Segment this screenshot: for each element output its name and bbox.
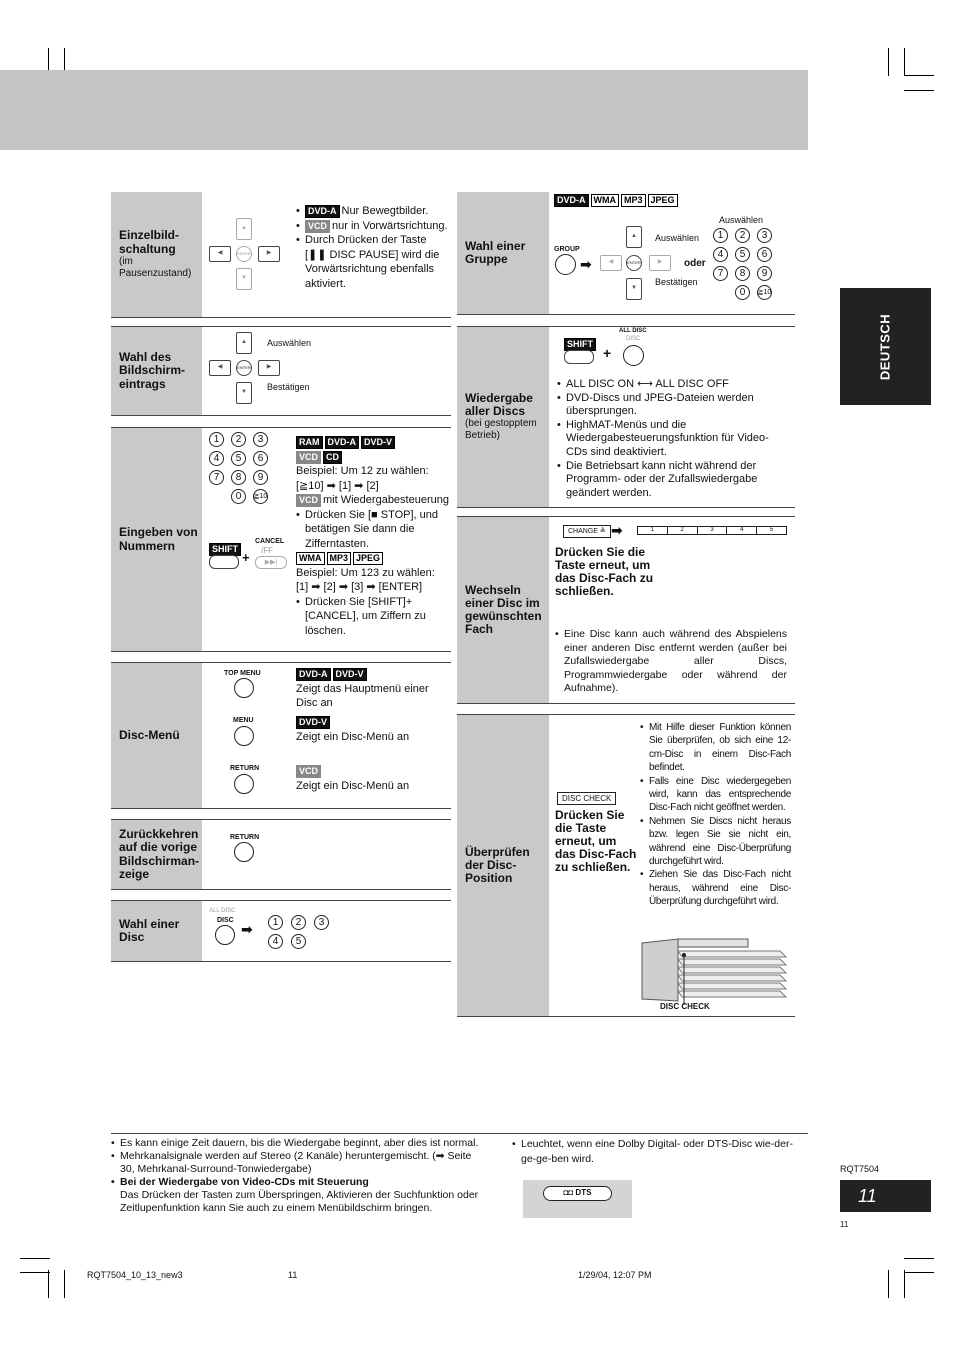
footer-date: 1/29/04, 12:07 PM	[578, 1270, 652, 1280]
crop-mark	[48, 1270, 49, 1298]
disc-tag: JPEG	[353, 552, 383, 565]
crop-mark	[904, 1270, 905, 1298]
text: • DVD-Discs und JPEG-Dateien werden übersprungen.	[557, 392, 785, 419]
text: • Ziehen Sie das Disc-Fach nicht heraus, während eine Disc-Überprüfung durchgeführt wird.	[640, 868, 791, 908]
digit-button[interactable]: ≧10	[757, 285, 772, 300]
slot: 3	[698, 527, 728, 534]
disc-tag: WMA	[591, 194, 620, 207]
section-text	[296, 204, 448, 291]
digit-button[interactable]: 0	[231, 489, 246, 504]
section-title: Wiedergabe aller Discs	[465, 390, 533, 418]
example-sequence: [1] ➡ [2] ➡ [3] ➡ [ENTER]	[296, 581, 423, 593]
crop-mark	[904, 75, 934, 76]
enter-button[interactable]: ENTER	[236, 246, 252, 262]
digit-button[interactable]: 2	[735, 228, 750, 243]
digit-button[interactable]: 4	[713, 247, 728, 262]
disc-tag: DVD-V	[361, 436, 395, 449]
return-label: RETURN	[230, 834, 260, 841]
up-button[interactable]	[236, 332, 252, 354]
crop-mark	[904, 90, 934, 91]
section-text	[557, 378, 785, 500]
document-code: RQT7504	[840, 1164, 880, 1174]
plus-sign: +	[242, 550, 250, 565]
disc-label: DISC	[626, 336, 641, 342]
digit-button[interactable]: 8	[231, 470, 246, 485]
ff-label: /FF	[261, 546, 273, 555]
text: Nur Bewegtbilder.	[341, 205, 429, 217]
digit-button[interactable]: 7	[209, 470, 224, 485]
text: • Eine Disc kann auch während des Abspielens einer anderen Disc entfernt werden (außer bei Zufallswiedergabe aller Discs, Programmwiedergabe oder während der Aufnahme).	[555, 628, 787, 696]
section-bildschirm	[111, 326, 451, 416]
instruction-text: Drücken Sie die Taste erneut, um das Disc-Fach zu schließen.	[555, 808, 637, 874]
disc-tag: DVD-V	[333, 668, 367, 681]
tag-row	[554, 193, 680, 207]
disc-tag: RAM	[296, 436, 323, 449]
section-text	[296, 667, 451, 711]
arrow-icon: ➡	[241, 921, 253, 937]
note-title: • Bei der Wiedergabe von Video-CDs mit Steuerung	[111, 1176, 479, 1189]
digit-button[interactable]: 0	[735, 285, 750, 300]
crop-mark	[904, 1272, 934, 1273]
section-text	[555, 628, 787, 696]
left-button[interactable]	[600, 255, 622, 271]
section-label	[111, 327, 202, 415]
crop-mark	[888, 48, 889, 76]
text: • Mit Hilfe dieser Funktion können Sie überprüfen, ob sich eine 12-cm-Disc in einem Disc-Fach befindet.	[640, 721, 791, 775]
all-disc-label: ALL DISC	[619, 328, 647, 334]
section-label	[111, 663, 202, 808]
section-label	[111, 192, 202, 317]
shift-label: SHIFT	[564, 338, 596, 351]
disc-check-label: DISC CHECK	[660, 1002, 710, 1011]
text: • Nehmen Sie Discs nicht heraus bzw. legen Sie sie nicht ein, während eine Disc-Überprüfung durchgeführt wird.	[640, 815, 791, 869]
enter-button[interactable]: ENTER	[626, 255, 642, 271]
digit-button[interactable]: 9	[253, 470, 268, 485]
page-number: 11	[840, 1180, 931, 1212]
right-button[interactable]	[649, 255, 671, 271]
select-label-2: Auswählen	[719, 215, 764, 225]
slot: 1	[638, 527, 668, 534]
group-label: GROUP	[554, 246, 580, 253]
crop-mark	[20, 1258, 50, 1259]
enter-button[interactable]: ENTER	[236, 360, 252, 376]
plus-sign: +	[603, 345, 612, 361]
text: • Falls eine Disc wiedergegeben wird, kann das entsprechende Disc-Fach nicht geöffnet werden.	[640, 775, 791, 815]
digit-button[interactable]: 3	[314, 915, 329, 930]
text: • Durch Drücken der Taste [❚❚ DISC PAUSE] wird die Vorwärtsrichtung ebenfalls aktiviert.	[296, 233, 448, 291]
section-discmenu	[111, 662, 451, 809]
digit-button[interactable]: 4	[268, 934, 283, 949]
disc-tag: VCD	[296, 765, 321, 778]
example-text: Beispiel: Um 123 zu wählen:	[296, 566, 435, 579]
digit-button[interactable]: 1	[268, 915, 283, 930]
text: • Die Betriebsart kann nicht während der Programm- oder der Zufallswiedergabe geändert werden.	[557, 460, 785, 501]
section-title: Wahl einer Disc	[119, 916, 180, 944]
text: • Drücken Sie [■ STOP], und betätigen Sie dann die Zifferntasten.	[296, 508, 451, 552]
section-alledisc	[457, 326, 795, 508]
digit-button[interactable]: 9	[757, 266, 772, 281]
cancel-button[interactable]: ▶▶|	[255, 556, 287, 569]
return-button[interactable]	[234, 842, 254, 862]
digit-button[interactable]: 8	[735, 266, 750, 281]
digit-button[interactable]: 7	[713, 266, 728, 281]
or-label: oder	[684, 258, 706, 269]
note-text: Das Drücken der Tasten zum Überspringen, Aktivieren der Suchfunktion oder Zeitlupenfunktion kann Sie auch zu einem Menübildschirm bringen.	[120, 1189, 479, 1214]
section-title: Wahl einer Gruppe	[465, 238, 526, 266]
slot: 2	[668, 527, 698, 534]
digit-button[interactable]: 5	[231, 451, 246, 466]
text: Zeigt ein Disc-Menü an	[296, 779, 410, 792]
disc-slot-bar	[637, 526, 787, 535]
slot: 4	[727, 527, 757, 534]
arrow-icon: ➡	[611, 522, 623, 538]
section-title: Disc-Menü	[119, 727, 180, 742]
down-button[interactable]	[626, 278, 642, 300]
disc-tag: VCD	[296, 494, 321, 507]
section-einzelbild	[111, 192, 451, 318]
notes-right	[512, 1137, 808, 1167]
section-label	[111, 820, 202, 889]
example-sequence: [≧10] ➡ [1] ➡ [2]	[296, 479, 379, 492]
section-title: Eingeben von Nummern	[119, 525, 198, 553]
digit-button[interactable]: 6	[253, 451, 268, 466]
section-label	[457, 192, 549, 314]
down-button[interactable]	[236, 382, 252, 404]
disc-tag: DVD-A	[296, 668, 331, 681]
section-title: Zurückkehren auf die vorige Bildschirman-zeige	[119, 827, 200, 881]
text: Zeigt das Hauptmenü einer Disc an	[296, 682, 429, 709]
top-menu-label: TOP MENU	[224, 670, 261, 677]
disc-tag: DVD-A	[305, 205, 340, 218]
disc-tag: DVD-V	[296, 716, 330, 729]
shift-button[interactable]	[564, 350, 594, 364]
section-gruppe	[457, 192, 795, 315]
section-label	[457, 517, 549, 703]
note-text: • Leuchtet, wenn eine Dolby Digital- oder DTS-Disc wie-der-ge-ge-ben wird.	[512, 1137, 808, 1167]
notes-divider	[111, 1133, 808, 1134]
example-text: Beispiel: Um 12 zu wählen:	[296, 465, 429, 477]
all-disc-button[interactable]	[623, 345, 644, 366]
footer-page: 11	[288, 1270, 298, 1280]
up-button[interactable]	[626, 226, 642, 248]
crop-mark	[904, 1258, 934, 1259]
section-text	[296, 764, 451, 793]
text: Zeigt ein Disc-Menü an	[296, 730, 410, 743]
shift-label: SHIFT	[209, 543, 241, 556]
section-label	[111, 428, 202, 651]
menu-button[interactable]	[234, 726, 254, 746]
cancel-label: CANCEL	[255, 538, 285, 545]
section-label	[111, 901, 202, 961]
section-label	[457, 327, 549, 507]
left-button[interactable]	[209, 360, 231, 376]
digit-button[interactable]: 6	[757, 247, 772, 262]
change-button[interactable]: CHANGE ≜	[563, 525, 611, 538]
crop-mark	[888, 1270, 889, 1298]
left-button[interactable]	[209, 246, 231, 262]
language-tab-label: DEUTSCH	[877, 313, 893, 380]
digit-button[interactable]: 4	[209, 451, 224, 466]
crop-mark	[904, 48, 905, 76]
right-button[interactable]	[258, 246, 280, 262]
section-title: Überprüfen der Disc-Position	[465, 844, 530, 886]
section-text	[296, 435, 451, 638]
confirm-label: Bestätigen	[267, 382, 310, 392]
disc-tag: MP3	[621, 194, 646, 207]
confirm-label: Bestätigen	[655, 277, 698, 287]
shift-button[interactable]	[209, 555, 239, 569]
disc-tag: DVD-A	[325, 436, 360, 449]
digit-button[interactable]: 3	[757, 228, 772, 243]
digit-button[interactable]: 5	[291, 934, 306, 949]
arrow-icon: ➡	[580, 256, 592, 272]
digit-button[interactable]: 2	[291, 915, 306, 930]
disc-tag: VCD	[305, 220, 330, 233]
section-text	[296, 715, 451, 744]
disc-tag: MP3	[327, 552, 352, 565]
disc-tray-illustration	[640, 937, 790, 1005]
top-menu-button[interactable]	[234, 678, 254, 698]
text: • Drücken Sie [SHIFT]+[CANCEL], um Ziffern zu löschen.	[296, 595, 451, 639]
text: • HighMAT-Menüs und die Wiedergabesteuerungsfunktion für Video-CDs sind deaktiviert.	[557, 419, 785, 460]
section-wahldisc	[111, 900, 451, 962]
section-wechseln	[457, 516, 795, 704]
digit-button[interactable]: 2	[231, 432, 246, 447]
page-number-small: 11	[840, 1220, 849, 1229]
section-subtitle: (im Pausenzustand)	[119, 255, 192, 279]
section-title: Wechseln einer Disc im gewünschten Fach	[465, 582, 542, 637]
slot: 5	[769, 527, 774, 533]
digit-button[interactable]: 1	[209, 432, 224, 447]
disc-tag: CD	[323, 451, 342, 464]
section-nummern	[111, 427, 451, 652]
group-button[interactable]	[555, 254, 576, 275]
section-label	[457, 715, 549, 1016]
return-label: RETURN	[230, 765, 260, 772]
return-button[interactable]	[234, 774, 254, 794]
section-zurueck	[111, 819, 451, 890]
disc-button[interactable]	[215, 925, 235, 945]
section-title: Wahl des Bildschirm-eintrags	[119, 350, 186, 391]
select-label: Auswählen	[655, 233, 700, 243]
notes-left	[111, 1137, 479, 1215]
header-band	[0, 70, 808, 150]
note-text: • Mehrkanalsignale werden auf Stereo (2 Kanäle) heruntergemischt. (➡ Seite 30, Mehrkanal-Surround-Tonwiedergabe)	[111, 1150, 479, 1176]
section-text	[640, 721, 791, 909]
text: mit Wiedergabesteuerung	[323, 494, 449, 506]
section-position	[457, 714, 795, 1017]
footer-file: RQT7504_10_13_new3	[87, 1270, 183, 1280]
down-button[interactable]	[236, 268, 252, 290]
disc-label: DISC	[217, 917, 234, 924]
disc-tag: DVD-A	[554, 194, 589, 207]
dolby-dts-indicator: ◘◘ DTS	[543, 1186, 612, 1201]
instruction-text: Drücken Sie die Taste erneut, um das Disc-Fach zu schließen.	[555, 545, 654, 598]
section-subtitle: (bei gestopptem Betrieb)	[465, 418, 537, 442]
crop-mark	[20, 1272, 50, 1273]
disc-tag: WMA	[296, 552, 325, 565]
digit-button[interactable]: ≧10	[253, 489, 268, 504]
crop-mark	[64, 1270, 65, 1298]
note-text: • Es kann einige Zeit dauern, bis die Wiedergabe beginnt, aber dies ist normal.	[111, 1137, 479, 1150]
up-button[interactable]	[236, 218, 252, 240]
right-button[interactable]	[258, 360, 280, 376]
digit-button[interactable]: 1	[713, 228, 728, 243]
all-disc-label: ALL DISC	[209, 908, 236, 914]
menu-label: MENU	[233, 717, 254, 724]
disc-tag: JPEG	[648, 194, 678, 207]
digit-button[interactable]: 3	[253, 432, 268, 447]
disc-tag: VCD	[296, 451, 321, 464]
section-title: Einzelbild-schaltung	[119, 228, 179, 256]
disc-check-button[interactable]: DISC CHECK	[557, 792, 616, 805]
language-tab	[840, 288, 931, 405]
display-panel	[523, 1180, 632, 1218]
text: • ALL DISC ON ⟷ ALL DISC OFF	[557, 378, 785, 392]
text: nur in Vorwärtsrichtung.	[332, 219, 448, 232]
select-label: Auswählen	[267, 338, 312, 348]
digit-button[interactable]: 5	[735, 247, 750, 262]
